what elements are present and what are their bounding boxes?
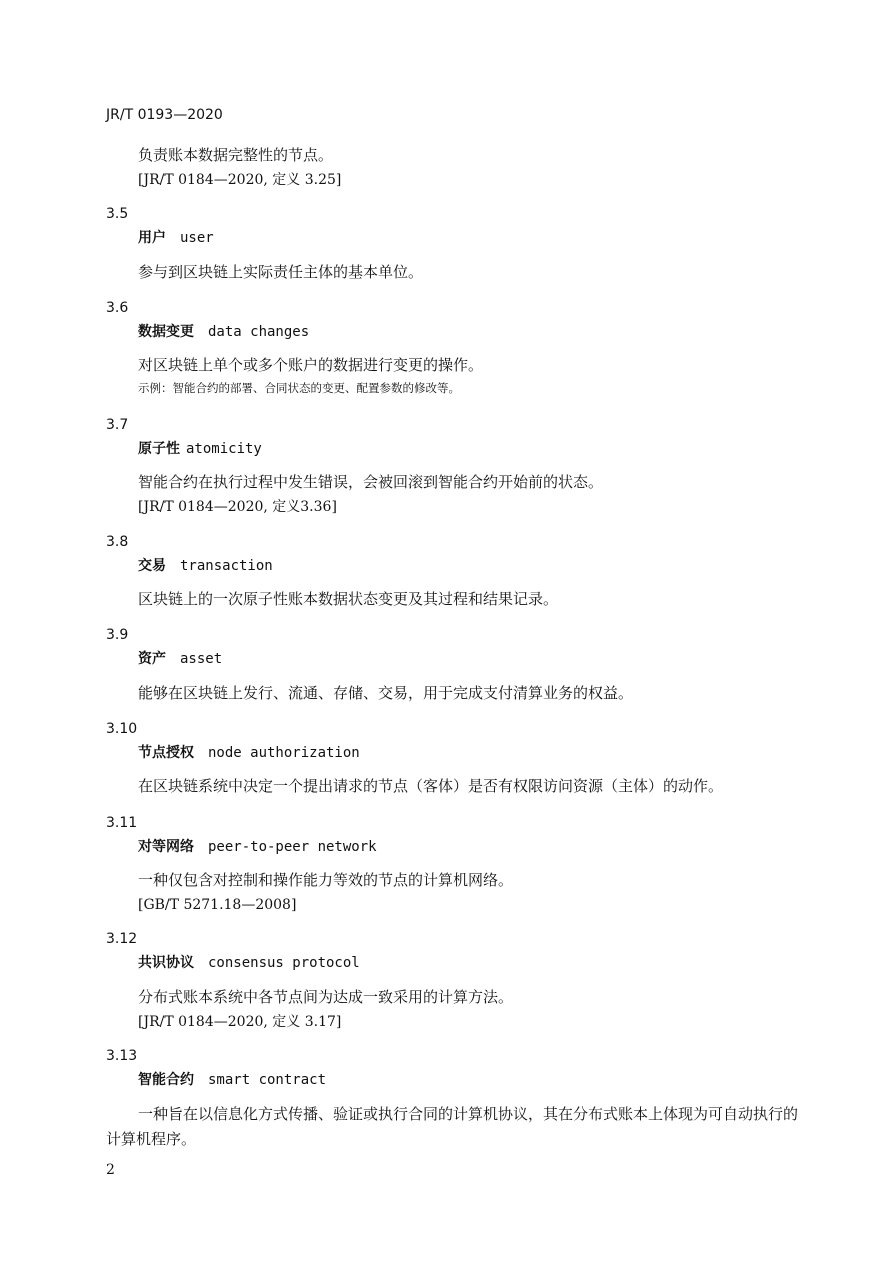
entry-term	[138, 956, 360, 970]
entry-number: 3.11	[106, 815, 138, 831]
entry-definition: 分布式账本系统中各节点间为达成一致采用的计算方法。	[138, 988, 514, 1006]
entry-definition: 区块链上的一次原子性账本数据状态变更及其过程和结果记录。	[138, 590, 559, 608]
term-en: user	[180, 230, 214, 246]
term-en: asset	[180, 651, 223, 667]
term-cn: 节点授权	[138, 745, 194, 761]
term-en: peer-to-peer network	[208, 839, 377, 855]
entry-source: [JR/T 0184—2020, 定义 3.17]	[138, 1014, 342, 1030]
term-en: smart contract	[208, 1072, 327, 1088]
term-cn: 资产	[138, 651, 166, 667]
entry-example: 示例：智能合约的部署、合同状态的变更、配置参数的修改等。	[138, 381, 460, 395]
entry-number: 3.9	[106, 627, 129, 643]
entry-term	[138, 746, 360, 760]
entry-number: 3.13	[106, 1048, 138, 1064]
term-cn: 数据变更	[138, 324, 194, 340]
entry-definition: 能够在区块链上发行、流通、存储、交易，用于完成支付清算业务的权益。	[138, 684, 634, 702]
term-en: node authorization	[208, 745, 360, 761]
entry-term	[138, 840, 377, 854]
entry-source: [GB/T 5271.18—2008]	[138, 897, 297, 913]
document-code-header: JR/T 0193—2020	[106, 107, 223, 123]
entry-number: 3.6	[106, 300, 129, 316]
entry-term	[138, 1073, 326, 1087]
entry-number: 3.5	[106, 206, 129, 222]
entry-definition: 对区块链上单个或多个账户的数据进行变更的操作。	[138, 356, 484, 374]
entry-number: 3.7	[106, 417, 129, 433]
entry-term	[138, 652, 222, 666]
continued-source: [JR/T 0184—2020, 定义 3.25]	[138, 172, 342, 188]
term-cn: 原子性	[138, 441, 180, 457]
entry-definition: 智能合约在执行过程中发生错误，会被回滚到智能合约开始前的状态。	[138, 473, 604, 491]
entry-definition: 一种旨在以信息化方式传播、验证或执行合同的计算机协议，其在分布式账本上体现为可自动执行的计算机程序。	[106, 1105, 799, 1148]
term-en: atomicity	[186, 441, 262, 457]
entry-definition: 一种仅包含对控制和操作能力等效的节点的计算机网络。	[138, 871, 514, 889]
entry-number: 3.8	[106, 534, 129, 550]
term-cn: 共识协议	[138, 955, 194, 971]
term-cn: 智能合约	[138, 1072, 194, 1088]
entry-source: [JR/T 0184—2020, 定义3.36]	[138, 499, 337, 515]
entry-term	[138, 231, 214, 245]
entry-definition: 在区块链系统中决定一个提出请求的节点（客体）是否有权限访问资源（主体）的动作。	[138, 777, 724, 795]
term-en: consensus protocol	[208, 955, 360, 971]
entry-term	[138, 442, 262, 456]
term-cn: 用户	[138, 230, 166, 246]
entry-number: 3.12	[106, 931, 138, 947]
term-en: data changes	[208, 324, 310, 340]
term-en: transaction	[180, 558, 273, 574]
entry-term	[138, 325, 309, 339]
entry-number: 3.10	[106, 721, 138, 737]
entry-definition: 参与到区块链上实际责任主体的基本单位。	[138, 263, 424, 281]
page-number: 2	[106, 1162, 115, 1178]
term-cn: 交易	[138, 558, 166, 574]
entry-term	[138, 559, 273, 573]
term-cn: 对等网络	[138, 839, 194, 855]
continued-definition: 负责账本数据完整性的节点。	[138, 146, 334, 164]
